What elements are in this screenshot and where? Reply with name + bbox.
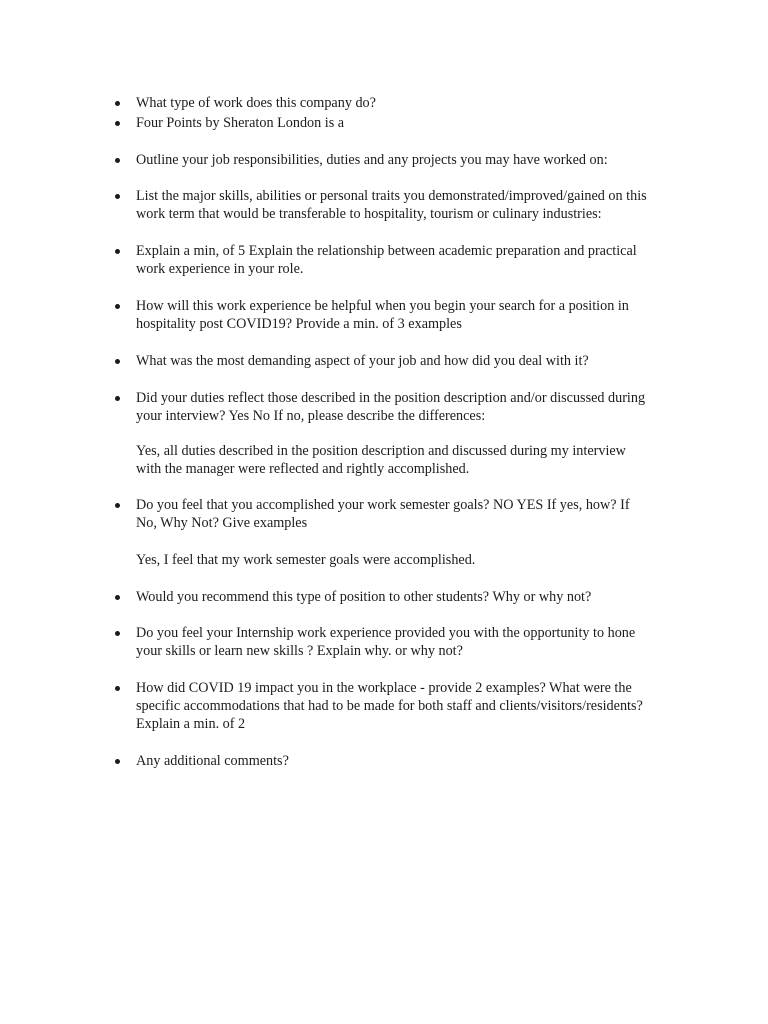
list-item — [136, 352, 696, 370]
list-item-text: Four Points by Sheraton London is a — [136, 115, 345, 131]
answer-paragraph — [136, 551, 696, 569]
list-item — [136, 297, 696, 333]
list-item-text: Do you feel that you accomplished your work semester goals? NO YES If yes, how? If — [136, 497, 630, 513]
bullet-icon — [112, 496, 122, 514]
bullet-icon — [112, 752, 122, 770]
list-item-text: hospitality post COVID19? Provide a min. of 3 examples — [136, 316, 462, 332]
list-item-text: Did your duties reflect those described in the position description and/or discussed during — [136, 390, 646, 406]
list-item — [136, 624, 696, 660]
answer-text: Yes, all duties described in the position description and discussed during my interview — [136, 443, 626, 459]
list-item-text: No, Why Not? Give examples — [136, 515, 308, 531]
list-item-text: Would you recommend this type of position to other students? Why or why not? — [136, 589, 592, 605]
list-item — [136, 151, 696, 169]
answer-text: with the manager were reflected and rightly accomplished. — [136, 461, 470, 477]
bullet-icon — [112, 297, 122, 315]
bullet-icon — [112, 242, 122, 260]
list-item — [136, 679, 696, 733]
bullet-icon — [112, 114, 122, 132]
list-item-text: How did COVID 19 impact you in the workplace - provide 2 examples? What were the — [136, 680, 632, 696]
list-item-text: work term that would be transferable to hospitality, tourism or culinary industries: — [136, 206, 602, 222]
list-item — [136, 496, 696, 532]
answer-text: Yes, I feel that my work semester goals were accomplished. — [136, 552, 476, 568]
list-item-text: Do you feel your Internship work experience provided you with the opportunity to hone — [136, 625, 636, 641]
bullet-icon — [112, 352, 122, 370]
list-item-text: Any additional comments? — [136, 753, 289, 769]
list-item-text: your interview? Yes No If no, please describe the differences: — [136, 408, 486, 424]
bullet-icon — [112, 151, 122, 169]
list-item-text: specific accommodations that had to be made for both staff and clients/visitors/residents? — [136, 698, 643, 714]
list-item — [136, 588, 696, 606]
list-item-text: What was the most demanding aspect of your job and how did you deal with it? — [136, 353, 589, 369]
list-item — [136, 114, 696, 132]
bullet-icon — [112, 187, 122, 205]
list-item-text: Outline your job responsibilities, duties and any projects you may have worked on: — [136, 152, 608, 168]
bullet-icon — [112, 624, 122, 642]
answer-paragraph — [136, 442, 696, 478]
bullet-icon — [112, 588, 122, 606]
list-item — [136, 94, 696, 112]
list-item-text: your skills or learn new skills ? Explain why. or why not? — [136, 643, 463, 659]
list-item — [136, 187, 696, 223]
list-item — [136, 242, 696, 278]
bullet-icon — [112, 94, 122, 112]
list-item-text: Explain a min. of 2 — [136, 716, 246, 732]
bullet-icon — [112, 389, 122, 407]
bullet-icon — [112, 679, 122, 697]
list-item-text: List the major skills, abilities or personal traits you demonstrated/improved/gained on this — [136, 188, 647, 204]
list-item-text: What type of work does this company do? — [136, 95, 376, 111]
list-item — [136, 752, 696, 770]
list-item-text: Explain a min, of 5 Explain the relationship between academic preparation and practical — [136, 243, 637, 259]
list-item-text: work experience in your role. — [136, 261, 304, 277]
list-item-text: How will this work experience be helpful when you begin your search for a position in — [136, 298, 629, 314]
list-item — [136, 389, 696, 425]
